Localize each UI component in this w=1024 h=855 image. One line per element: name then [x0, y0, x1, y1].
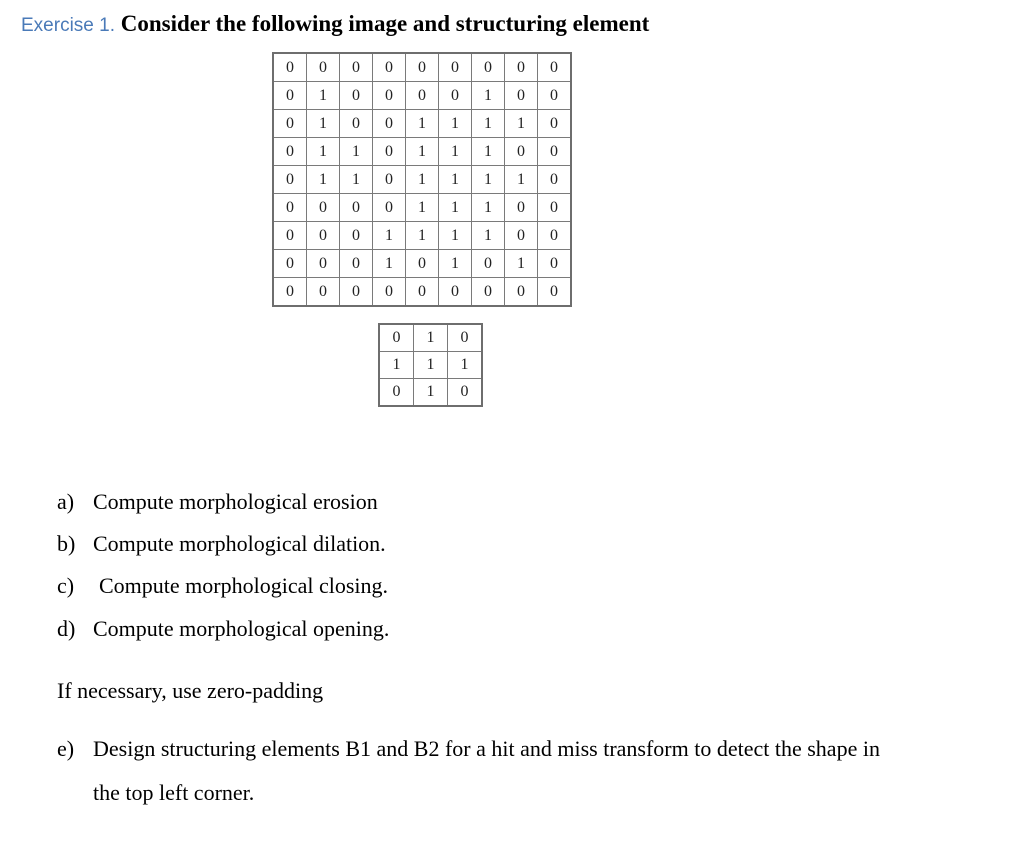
image-cell: 1	[406, 138, 439, 166]
exercise-title: Consider the following image and structuring element	[120, 11, 650, 36]
image-cell: 0	[538, 222, 572, 250]
image-cell: 0	[472, 53, 505, 82]
question-label: d)	[57, 616, 76, 641]
image-cell: 1	[373, 222, 406, 250]
matrix-row	[379, 352, 482, 379]
image-cell: 1	[505, 110, 538, 138]
image-cell: 0	[307, 53, 340, 82]
image-cell: 0	[505, 278, 538, 307]
image-cell: 0	[406, 250, 439, 278]
image-cell: 0	[340, 278, 373, 307]
question-c	[57, 572, 388, 600]
image-cell: 1	[472, 222, 505, 250]
image-cell: 0	[439, 278, 472, 307]
image-cell: 0	[538, 194, 572, 222]
image-cell: 0	[273, 194, 307, 222]
image-cell: 0	[273, 53, 307, 82]
image-cell: 1	[439, 194, 472, 222]
matrix-row	[273, 250, 571, 278]
image-cell: 0	[538, 82, 572, 110]
image-cell: 1	[307, 110, 340, 138]
image-cell: 1	[472, 110, 505, 138]
image-cell: 0	[340, 250, 373, 278]
question-label: e)	[57, 736, 75, 761]
question-text: Compute morphological opening.	[93, 616, 390, 641]
image-cell: 0	[340, 222, 373, 250]
image-cell: 0	[538, 53, 572, 82]
image-cell: 1	[307, 82, 340, 110]
structuring-element-cell: 1	[448, 352, 483, 379]
structuring-element-cell: 0	[379, 324, 414, 352]
image-cell: 1	[505, 166, 538, 194]
image-cell: 0	[373, 166, 406, 194]
question-b	[57, 530, 386, 558]
image-cell: 0	[538, 166, 572, 194]
image-cell: 0	[505, 138, 538, 166]
image-cell: 0	[340, 110, 373, 138]
image-cell: 1	[406, 110, 439, 138]
question-text: Compute morphological closing.	[99, 573, 389, 598]
image-cell: 1	[340, 138, 373, 166]
image-cell: 0	[373, 278, 406, 307]
question-text: Compute morphological erosion	[93, 489, 378, 514]
image-cell: 0	[307, 250, 340, 278]
question-label: c)	[57, 573, 75, 598]
image-cell: 0	[373, 53, 406, 82]
image-cell: 0	[340, 82, 373, 110]
image-cell: 1	[439, 110, 472, 138]
matrix-row	[273, 82, 571, 110]
structuring-element-cell: 1	[414, 324, 448, 352]
structuring-element-cell: 0	[448, 379, 483, 407]
image-cell: 0	[538, 138, 572, 166]
image-cell: 1	[439, 166, 472, 194]
image-cell: 0	[373, 194, 406, 222]
image-cell: 1	[472, 82, 505, 110]
question-a	[57, 488, 378, 516]
image-cell: 0	[273, 222, 307, 250]
image-cell: 1	[406, 166, 439, 194]
image-cell: 1	[439, 222, 472, 250]
structuring-element-cell: 1	[414, 352, 448, 379]
image-cell: 1	[307, 166, 340, 194]
image-cell: 0	[538, 278, 572, 307]
image-cell: 0	[373, 110, 406, 138]
image-cell: 0	[307, 222, 340, 250]
image-cell: 1	[472, 166, 505, 194]
image-cell: 1	[406, 222, 439, 250]
question-d	[57, 615, 389, 643]
matrix-row	[273, 222, 571, 250]
image-cell: 1	[472, 138, 505, 166]
image-cell: 0	[472, 278, 505, 307]
structuring-element-matrix	[378, 323, 483, 407]
image-cell: 1	[373, 250, 406, 278]
image-matrix	[272, 52, 572, 307]
image-cell: 0	[505, 222, 538, 250]
structuring-element-cell: 0	[379, 379, 414, 407]
image-cell: 0	[273, 138, 307, 166]
matrix-row	[379, 379, 482, 407]
image-cell: 0	[273, 250, 307, 278]
image-cell: 0	[406, 53, 439, 82]
zero-padding-note: If necessary, use zero-padding	[57, 678, 324, 703]
structuring-element-cell: 0	[448, 324, 483, 352]
structuring-element-cell: 1	[414, 379, 448, 407]
image-cell: 0	[439, 82, 472, 110]
exercise-label: Exercise 1.	[21, 15, 115, 36]
image-cell: 0	[307, 278, 340, 307]
image-cell: 0	[273, 166, 307, 194]
image-cell: 1	[439, 250, 472, 278]
image-cell: 0	[340, 53, 373, 82]
image-cell: 0	[505, 53, 538, 82]
exercise-heading	[21, 9, 649, 41]
image-cell: 1	[472, 194, 505, 222]
structuring-element-cell: 1	[379, 352, 414, 379]
question-text-line-1: Design structuring elements B1 and B2 for a hit and miss transform to detect the shape in	[93, 736, 880, 761]
question-text: Compute morphological dilation.	[93, 531, 386, 556]
image-cell: 0	[406, 278, 439, 307]
image-cell: 0	[307, 194, 340, 222]
question-label: a)	[57, 489, 75, 514]
image-cell: 1	[340, 166, 373, 194]
image-cell: 1	[406, 194, 439, 222]
image-cell: 0	[273, 110, 307, 138]
image-cell: 0	[373, 138, 406, 166]
question-text-line-2: the top left corner.	[93, 780, 255, 805]
image-cell: 0	[406, 82, 439, 110]
matrix-row	[379, 324, 482, 352]
matrix-row	[273, 278, 571, 307]
matrix-row	[273, 110, 571, 138]
matrix-row	[273, 166, 571, 194]
image-cell: 0	[439, 53, 472, 82]
image-cell: 0	[340, 194, 373, 222]
image-cell: 0	[505, 82, 538, 110]
image-cell: 0	[472, 250, 505, 278]
image-cell: 1	[307, 138, 340, 166]
matrix-row	[273, 138, 571, 166]
image-cell: 0	[273, 82, 307, 110]
question-label: b)	[57, 531, 76, 556]
matrix-row	[273, 194, 571, 222]
image-cell: 1	[505, 250, 538, 278]
image-cell: 0	[538, 250, 572, 278]
image-cell: 0	[273, 278, 307, 307]
matrix-row	[273, 53, 571, 82]
image-cell: 1	[439, 138, 472, 166]
image-cell: 0	[505, 194, 538, 222]
image-cell: 0	[373, 82, 406, 110]
image-cell: 0	[538, 110, 572, 138]
